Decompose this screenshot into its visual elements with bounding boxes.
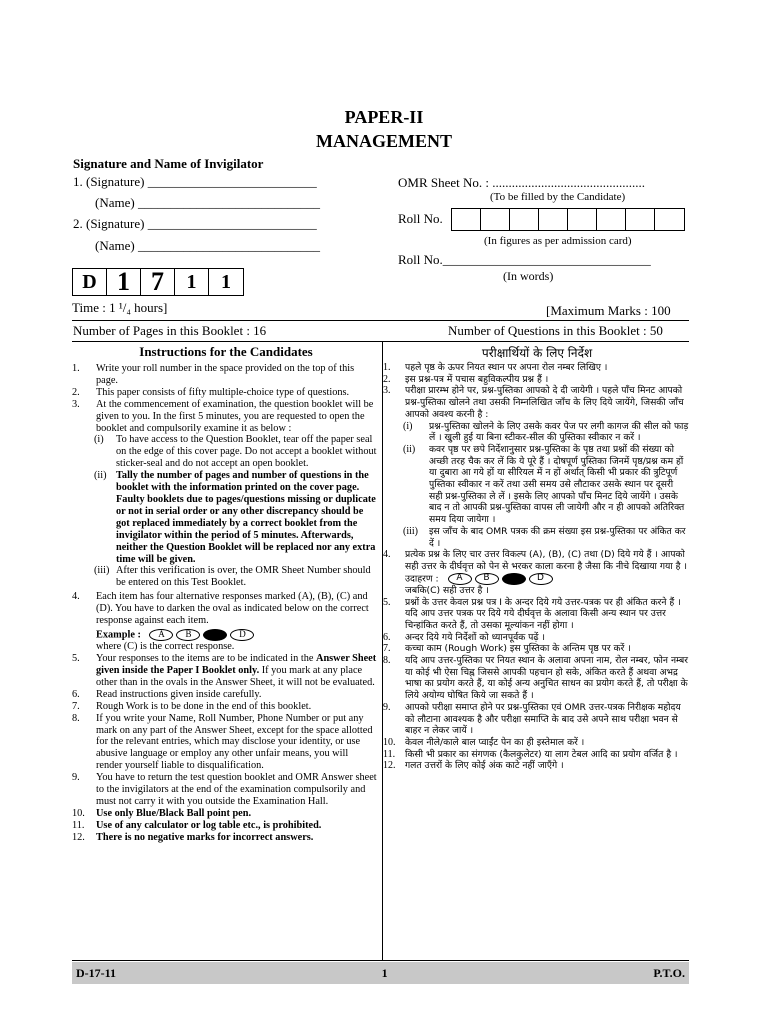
booklet-code-box [72, 268, 244, 296]
oval-a: A [448, 573, 472, 585]
list-item: 5. प्रश्नों के उत्तर केवल प्रश्न पत्र I के अन्दर दिये गये उत्तर-पत्रक पर ही अंकित करने हैं । यदि आप उत्तर पत्रक पर दिये गये दीर्घवृत्त के अलावा किसी अन्य स्थान पर उत्तर चिन्हांकित करते हैं, तो उसका मूल्यांकन नहीं होगा । [383, 596, 681, 631]
time-label: Time : 1 ¹/₄ hours] [72, 300, 168, 315]
roll-number-words: Roll No.________________________________ [398, 252, 651, 267]
roll-number-boxes[interactable] [451, 208, 685, 231]
list-subitem: (ii) Tally the number of pages and number of questions in the booklet with the information printed on the cover page. Faulty booklets due to pages/questions missing or duplicate or not in serial order or any other discrepancy should be got replaced immediately by a correct booklet from the invigilator within the period of 5 minutes. Afterwards, neither the Question Booklet will be replaced nor any extra time will be given. [94, 470, 376, 565]
example-row: उदाहरण : A B D [383, 573, 689, 585]
in-words-note: (In words) [503, 269, 554, 283]
list-item: 7. कच्चा काम (Rough Work) इस पुस्तिका के अन्तिम पृष्ठ पर करें । [383, 643, 631, 655]
page-number: 1 [381, 965, 388, 980]
invigilator-signature-2: 2. (Signature) __________________________ [73, 216, 317, 231]
list-item: 9. आपको परीक्षा समाप्त होने पर प्रश्न-पुस्तिका एवं OMR उत्तर-पत्रक निरीक्षक महोदय को लौटाना आवश्यक है और परीक्षा समाप्ति के बाद उसे अपने साथ परीक्षा भवन से बाहर न लेकर जायें । [383, 701, 681, 737]
max-marks-label: [Maximum Marks : 100 [546, 303, 671, 318]
oval-d: D [529, 573, 553, 585]
questions-count: Number of Questions in this Booklet : 50 [448, 323, 663, 338]
divider [72, 320, 689, 321]
oval-d: D [230, 629, 254, 641]
list-item: 6. Read instructions given inside carefully. [72, 688, 262, 700]
code-digit: 7 [141, 269, 175, 295]
code-digit: 1 [221, 270, 231, 293]
list-item: 12. गलत उत्तरों के लिए कोई अंक काटे नहीं जाएँगे । [383, 760, 564, 772]
list-item: 1. Write your roll number in the space provided on the top of this page. [72, 363, 355, 386]
code-digit: 1 [107, 269, 141, 295]
oval-c-filled [203, 629, 227, 641]
roll-digit-box[interactable] [655, 209, 684, 230]
roll-digit-box[interactable] [452, 209, 481, 230]
list-item: 11. Use of any calculator or log table etc., is prohibited. [72, 819, 322, 831]
roll-digit-box[interactable] [510, 209, 539, 230]
roll-digit-box[interactable] [539, 209, 568, 230]
example-ovals [448, 573, 553, 585]
roll-digit-box[interactable] [568, 209, 597, 230]
omr-sheet-label: OMR Sheet No. : ............................................... [398, 175, 645, 190]
list-item: 3. परीक्षा प्रारम्भ होने पर, प्रश्न-पुस्तिका आपको दे दी जायेगी । पहले पाँच मिनट आपको प्रश्न-पुस्तिका खोलने तथा उसकी निम्नलिखित जाँच के लिए दिये जायेंगे, जिसकी जाँच आपको अवश्य करनी है : [383, 385, 684, 420]
code-letter: D [73, 269, 107, 295]
list-item: 2. This paper consists of fifty multiple-choice type of questions. [72, 386, 350, 398]
list-item: जबकि(C) सही उत्तर है । [405, 584, 489, 596]
list-item: 8. यदि आप उत्तर-पुस्तिका पर नियत स्थान के अलावा अपना नाम, रोल नम्बर, फोन नम्बर या कोई भी ऐसा चिह्न जिससे आपकी पहचान हो सके, अंकित करते हैं अथवा अभद्र भाषा का प्रयोग करते हैं, या कोई अन्य अनुचित साधन का प्रयोग करते हैं, तो परीक्षा के लिये अयोग्य घोषित किये जा सकते हैं । [383, 655, 689, 702]
oval-c-filled [502, 573, 526, 585]
list-item: 2. इस प्रश्न-पत्र में पचास बहुविकल्पीय प्रश्न हैं । [383, 373, 549, 385]
page-footer [72, 962, 689, 984]
footer-code: D-17-11 [76, 965, 116, 980]
invigilator-name-2: (Name) ____________________________ [95, 238, 320, 253]
divider [72, 341, 689, 342]
list-subitem: (i) प्रश्न-पुस्तिका खोलने के लिए उसके कवर पेज पर लगी कागज की सील को फाड़ लें । खुली हुई या बिना स्टीकर-सील की पुस्तिका स्वीकार न करें । [403, 420, 689, 444]
oval-b: B [176, 629, 200, 641]
list-item: where (C) is the correct response. [96, 641, 235, 653]
invigilator-name-1: (Name) ____________________________ [95, 195, 320, 210]
oval-b: B [475, 573, 499, 585]
list-item: 4. प्रत्येक प्रश्न के लिए चार उत्तर विकल्प (A), (B), (C) तथा (D) दिये गये हैं । आपको सही उत्तर के दीर्घवृत्त को पेन से भरकर काला करना है जैसा कि नीचे दिखाया गया है । [383, 549, 687, 572]
oval-a: A [149, 629, 173, 641]
roll-digit-box[interactable] [597, 209, 626, 230]
list-item: 7. Rough Work is to be done in the end of this booklet. [72, 700, 312, 712]
instructions-english [72, 363, 377, 844]
list-item: 1. पहले पृष्ठ के ऊपर नियत स्थान पर अपना रोल नम्बर लिखिए । [383, 362, 608, 373]
roll-figures-note: (In figures as per admission card) [484, 235, 632, 247]
pto-label: P.T.O. [653, 965, 685, 980]
instructions-hindi [383, 362, 689, 772]
list-item: 10. केवल नीले/काले बाल प्वाईंट पेन का ही इस्तेमाल करें । [383, 737, 585, 748]
list-subitem: (i) To have access to the Question Booklet, tear off the paper seal on the edge of this cover page. Do not accept a booklet without sticker-seal and do not accept an open booklet. [94, 434, 377, 470]
list-item: 10. Use only Blue/Black Ball point pen. [72, 807, 252, 819]
subject-title: MANAGEMENT [316, 131, 452, 151]
invigilator-heading: Signature and Name of Invigilator [73, 156, 264, 171]
pages-count: Number of Pages in this Booklet : 16 [73, 323, 267, 338]
roll-digit-box[interactable] [626, 209, 655, 230]
roll-number-label: Roll No. [398, 211, 443, 226]
divider [72, 960, 689, 961]
example-row: Example : A B D [72, 629, 377, 641]
list-item: 5. Your responses to the items are to be indicated in the Answer Sheet given inside the Paper I Booklet only. If you mark at any place other than in the ovals in the Answer Sheet, it will not be evaluated. [72, 653, 377, 688]
omr-filled-note: (To be filled by the Candidate) [490, 191, 626, 203]
list-item: 4. Each item has four alternative responses marked (A), (B), (C) and (D). You have to darken the oval as indicated below on the correct response against each item. [72, 591, 369, 627]
list-subitem: (iii) इस जाँच के बाद OMR पत्रक की क्रम संख्या इस प्रश्न-पुस्तिका पर अंकित कर दें । [403, 525, 686, 549]
invigilator-signature-1: 1. (Signature) __________________________ [73, 174, 317, 189]
example-ovals [149, 629, 254, 641]
list-item: 6. अन्दर दिये गये निर्देशों को ध्यानपूर्वक पढ़ें । [383, 631, 545, 643]
list-item: 9. You have to return the test question booklet and OMR Answer sheet to the invigilators at the end of the examination compulsorily and must not carry it with you outside the Examination Hall. [72, 772, 377, 807]
instructions-title-en: Instructions for the Candidates [139, 344, 313, 359]
instructions-title-hi: परीक्षार्थियों के लिए निर्देश [481, 346, 593, 360]
list-item: 8. If you write your Name, Roll Number, Phone Number or put any mark on any part of the Answer Sheet, except for the space allotted for the relevant entries, which may disclose your identity, or use abusive language or employ any other unfair means, you will render yourself liable to disqualification. [72, 712, 373, 772]
list-subitem: (ii) कवर पृष्ठ पर छपे निर्देशानुसार प्रश्न-पुस्तिका के पृष्ठ तथा प्रश्नों की संख्या को अच्छी तरह चैक कर लें कि ये पूरे हैं । दोषपूर्ण पुस्तिका जिनमें पृष्ठ/प्रश्न कम हों या दुबारा आ गये हों या सीरियल में न हों अर्थात् किसी भी प्रकार की त्रुटिपूर्ण पुस्तिका स्वीकार न करें तथा उसी समय उसे लौटाकर उसके स्थान पर दूसरी सही प्रश्न-पुस्तिका ले लें । इसके लिए आपको पाँच मिनट दिये जायेंगे । उसके बाद न तो आपकी प्रश्न-पुस्तिका वापस ली जायेगी और न ही आपको अतिरिक्त समय दिया जायेगा । [403, 443, 685, 526]
list-item: 12. There is no negative marks for incorrect answers. [72, 831, 314, 843]
roll-digit-box[interactable] [481, 209, 510, 230]
code-digit: 1 [175, 269, 209, 295]
list-subitem: (iii) After this verification is over, the OMR Sheet Number should be entered on this Test Booklet. [94, 565, 371, 589]
list-item: 11. किसी भी प्रकार का संगणक (कैलकुलेटर) या लाग टेबल आदि का प्रयोग वर्जित है । [383, 748, 678, 760]
list-item: 3. At the commencement of examination, the question booklet will be given to you. In the first 5 minutes, you are requested to open the booklet and compulsorily examine it as below : [72, 398, 374, 434]
paper-title: PAPER-II [344, 107, 424, 127]
